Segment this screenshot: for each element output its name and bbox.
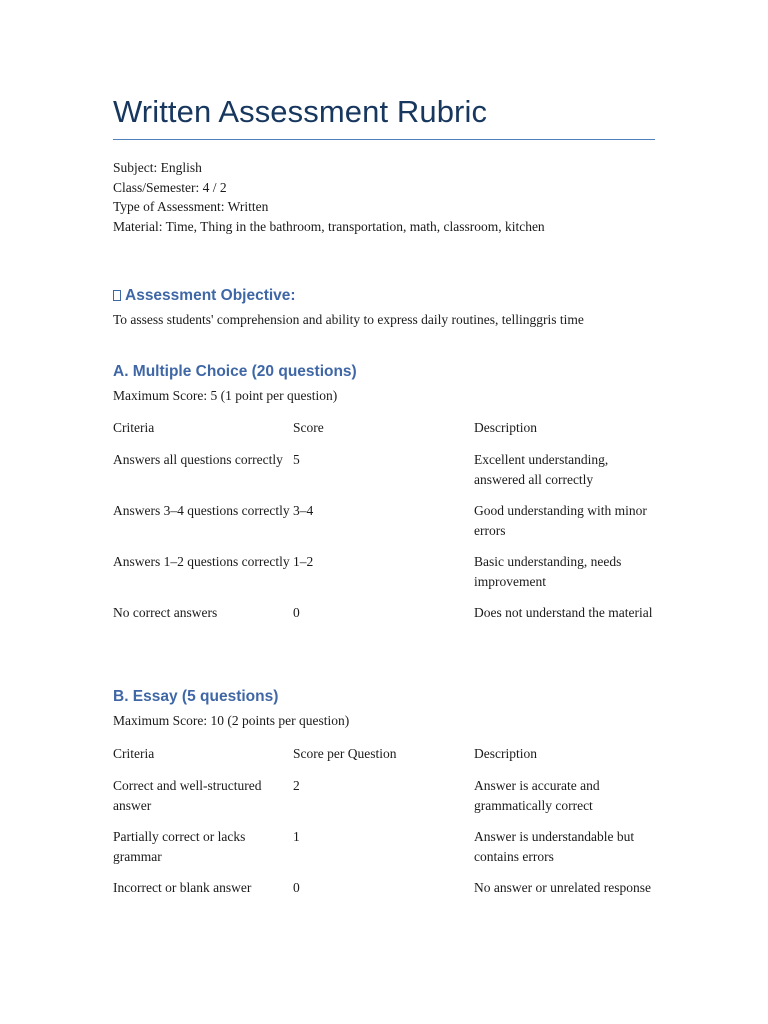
cell-score: 0 [293,605,300,620]
cell-score: 1–2 [293,554,314,569]
cell-description: Answer is understandable but contains errors [474,829,635,864]
cell-description: Basic understanding, needs improvement [474,554,622,589]
cell-criteria: Partially correct or lacks grammar [113,829,246,864]
table-row [113,827,655,878]
cell-criteria: Answers 3–4 questions correctly [113,503,290,518]
section-b-heading: B. Essay (5 questions) [113,688,279,705]
cell-description: Answer is accurate and grammatically correct [474,778,600,813]
cell-criteria: Answers 1–2 questions correctly [113,554,290,569]
cell-description: Excellent understanding, answered all correctly [474,452,609,487]
cell-criteria: No correct answers [113,605,218,620]
objective-heading-text: Assessment Objective: [125,287,296,304]
table-row [113,776,655,827]
column-header-criteria: Criteria [113,746,155,761]
section-a-heading: A. Multiple Choice (20 questions) [113,363,357,380]
cell-score: 2 [293,778,300,793]
document-meta [113,158,545,236]
cell-score: 5 [293,452,300,467]
table-header-row [113,418,655,450]
section-b-max-score: Maximum Score: 10 (2 points per question) [113,713,350,728]
cell-criteria: Incorrect or blank answer [113,880,252,895]
column-header-score-per-question: Score per Question [293,746,397,761]
cell-description: Good understanding with minor errors [474,503,647,538]
table-row [113,450,655,501]
cell-score: 1 [293,829,300,844]
table-row [113,501,655,552]
cell-description: No answer or unrelated response [474,880,651,895]
meta-material: Material: Time, Thing in the bathroom, transportation, math, classroom, kitchen [113,218,545,234]
cell-score: 0 [293,880,300,895]
cell-score: 3–4 [293,503,314,518]
essay-rubric-table [113,744,655,910]
table-header-row [113,744,655,776]
column-header-description: Description [474,746,537,761]
missing-glyph-icon [113,290,121,301]
cell-description: Does not understand the material [474,605,653,620]
title-underline [113,139,655,140]
multiple-choice-rubric-table [113,418,655,635]
section-a-max-score: Maximum Score: 5 (1 point per question) [113,388,338,403]
document-title: Written Assessment Rubric [113,94,488,129]
column-header-score: Score [293,420,324,435]
table-row [113,878,655,910]
column-header-description: Description [474,420,537,435]
cell-criteria: Answers all questions correctly [113,452,283,467]
meta-assessment-type: Type of Assessment: Written [113,199,269,214]
table-row [113,552,655,603]
objective-text: To assess students' comprehension and ability to express daily routines, tellinggris time [113,312,584,327]
table-row [113,603,655,635]
meta-class-semester: Class/Semester: 4 / 2 [113,179,227,195]
cell-criteria: Correct and well-structured answer [113,778,262,813]
objective-heading [113,287,296,305]
column-header-criteria: Criteria [113,420,155,435]
meta-subject: Subject: English [113,160,202,175]
